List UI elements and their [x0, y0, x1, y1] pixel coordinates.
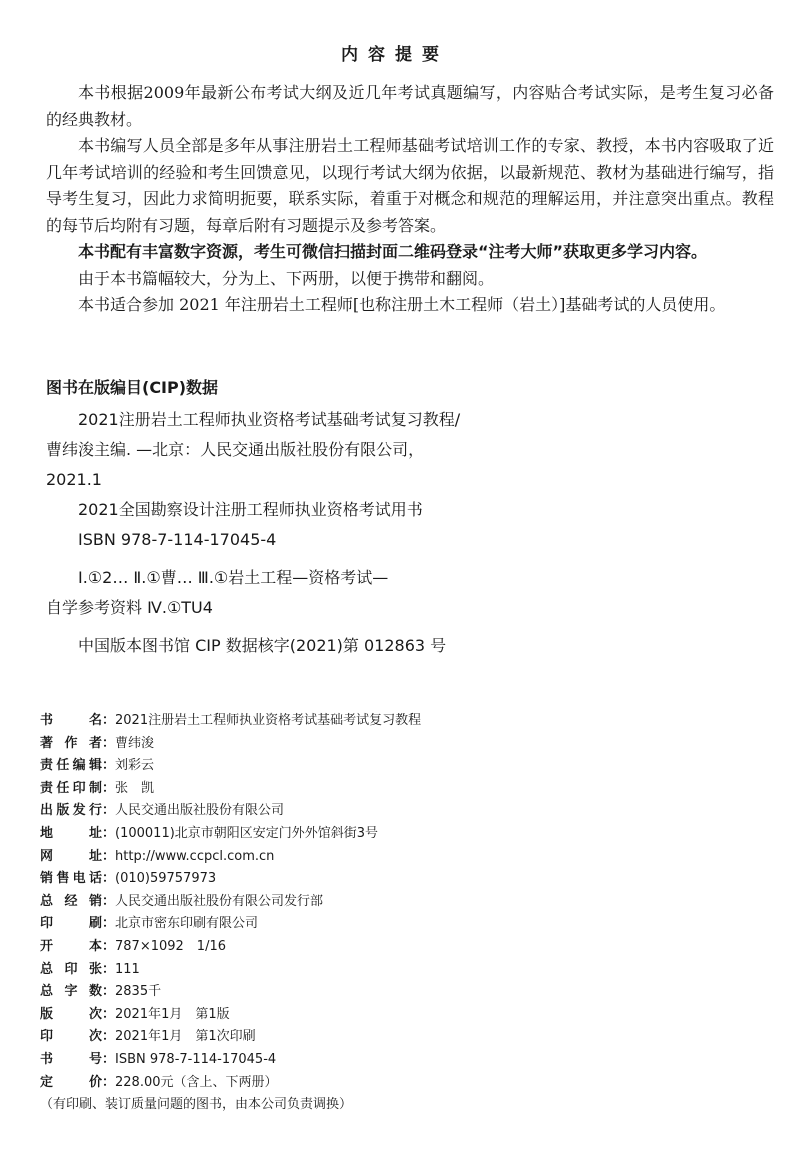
colophon-label [40, 778, 102, 801]
colophon-label-char: 总 [40, 961, 54, 977]
colophon-separator: ： [102, 1074, 116, 1090]
colophon-row [40, 846, 760, 869]
colophon-label-char: 书 [40, 713, 54, 728]
colophon-separator: ： [102, 825, 116, 841]
colophon-label [40, 823, 102, 846]
colophon-separator: ： [102, 984, 116, 1000]
colophon-value: 2021注册岩土工程师执业资格考试基础考试复习教程 [115, 713, 422, 728]
intro-paragraph: 本书根据2009年最新公布考试大纲及近几年考试真题编写，内容贴合考试实际，是考生复习必备的经典教材。 [46, 83, 774, 129]
colophon-label-char: 址 [88, 848, 102, 864]
colophon-label [40, 959, 102, 982]
colophon-label-char: 址 [88, 825, 102, 841]
colophon-label-char: 开 [40, 938, 54, 954]
colophon-separator: ： [102, 871, 116, 887]
colophon-label-char: 数 [88, 984, 102, 1000]
colophon-row [40, 981, 760, 1004]
colophon-label-char: 网 [40, 848, 54, 864]
colophon-value: 北京市密东印刷有限公司 [115, 916, 259, 932]
colophon-value: ISBN 978-7-114-17045-4 [115, 1051, 277, 1067]
colophon-separator: ： [102, 735, 116, 751]
colophon-row [40, 936, 760, 959]
colophon-label-char: 书 [40, 1051, 54, 1067]
colophon-label-char: 版 [40, 1006, 54, 1022]
colophon-label-char: 印 [72, 780, 86, 796]
colophon-label-char: 地 [40, 825, 54, 841]
colophon-value: 2835千 [115, 984, 162, 1000]
colophon-row [40, 1004, 760, 1027]
cip-line: 曹纬浚主编. —北京：人民交通出版社股份有限公司， [46, 440, 425, 459]
colophon-label-char: 作 [64, 735, 78, 751]
colophon-label-char: 任 [56, 758, 70, 774]
colophon-label-char: 著 [40, 735, 54, 751]
cip-heading: 图书在版编目(CIP)数据 [46, 378, 219, 397]
cip-line: 2021注册岩土工程师执业资格考试基础考试复习教程/ [78, 410, 461, 429]
colophon-label-char: 售 [56, 871, 70, 887]
page-title: 内容提要 [341, 45, 449, 65]
colophon-row [40, 733, 760, 756]
colophon-label [40, 1026, 102, 1049]
colophon-label [40, 981, 102, 1004]
colophon-label [40, 1049, 102, 1072]
colophon-label [40, 936, 102, 959]
colophon-value: http://www.ccpcl.com.cn [115, 848, 275, 864]
intro-section [46, 80, 774, 319]
colophon-separator: ： [102, 1029, 116, 1045]
colophon-value: (100011)北京市朝阳区安定门外外馆斜街3号 [115, 825, 379, 841]
colophon-row [40, 755, 760, 778]
colophon-row [40, 891, 760, 914]
colophon-separator: ： [102, 1051, 116, 1067]
colophon-label-char: 本 [88, 938, 102, 954]
colophon-value: 张 凯 [115, 780, 155, 796]
colophon-label-char: 刷 [88, 916, 102, 932]
colophon-label-char: 版 [56, 803, 70, 819]
colophon-separator: ： [102, 803, 116, 819]
colophon-label-char: 出 [40, 803, 54, 819]
colophon-label-char: 电 [72, 871, 86, 887]
colophon-separator: ： [102, 780, 116, 796]
colophon-row [40, 913, 760, 936]
colophon-label [40, 710, 102, 733]
colophon-value: 111 [115, 961, 140, 977]
colophon-label-char: 印 [40, 1029, 54, 1045]
colophon-label-char: 者 [88, 735, 102, 751]
colophon-separator: ： [102, 1006, 116, 1022]
colophon-label-char: 字 [64, 984, 78, 1000]
colophon-value: 人民交通出版社股份有限公司发行部 [115, 893, 324, 909]
colophon-value: 2021年1月 第1版 [115, 1006, 230, 1022]
colophon-label-char: 责 [40, 780, 54, 796]
colophon-label-char: 张 [88, 961, 102, 977]
colophon-label-char: 总 [40, 984, 54, 1000]
colophon-label [40, 868, 102, 891]
cip-line: 2021.1 [46, 470, 102, 489]
colophon-row [40, 959, 760, 982]
colophon-separator: ： [102, 961, 116, 977]
colophon-label-char: 行 [88, 803, 102, 819]
colophon-label-char: 制 [88, 780, 102, 796]
intro-paragraph: 本书编写人员全部是多年从事注册岩土工程师基础考试培训工作的专家、教授，本书内容吸取了近几年考试培训的经验和考生回馈意见，以现行考试大纲为依据，以最新规范、教材为基础进行编写，指导考生复习，因此力求简明扼要，联系实际，着重于对概念和规范的理解运用，并注意突出重点。教程的每节后均附有习题，每章后附有习题提示及参考答案。 [46, 136, 774, 235]
colophon-label [40, 846, 102, 869]
colophon-row [40, 1049, 760, 1072]
colophon-label-char: 责 [40, 758, 54, 774]
colophon-label [40, 733, 102, 756]
colophon-separator: ： [102, 848, 116, 864]
colophon-label-char: 次 [88, 1029, 102, 1045]
cip-line: 中国版本图书馆 CIP 数据核字(2021)第 012863 号 [78, 636, 447, 655]
colophon-row [40, 868, 760, 891]
colophon-label-char: 印 [40, 916, 54, 932]
colophon-row [40, 1026, 760, 1049]
colophon-row [40, 823, 760, 846]
colophon-label-char: 次 [88, 1006, 102, 1022]
colophon-label-char: 总 [40, 893, 54, 909]
colophon-label-char: 任 [56, 780, 70, 796]
colophon-value: 787×1092 1/16 [115, 938, 226, 954]
cip-line: Ⅰ.①2… Ⅱ.①曹… Ⅲ.①岩土工程—资格考试— [78, 568, 389, 587]
colophon-value: 刘彩云 [115, 758, 155, 774]
colophon-label-char: 销 [88, 893, 102, 909]
colophon-value: 2021年1月 第1次印刷 [115, 1029, 256, 1045]
intro-paragraph: 本书适合参加 2021 年注册岩土工程师[也称注册土木工程师（岩土）]基础考试的人员使用。 [78, 295, 726, 314]
colophon-separator: ： [102, 713, 116, 728]
colophon-label [40, 913, 102, 936]
colophon-value: 人民交通出版社股份有限公司 [115, 803, 285, 819]
colophon-separator: ： [102, 893, 116, 909]
colophon-value: (010)59757973 [115, 871, 217, 887]
quality-note: （有印刷、装订质量问题的图书，由本公司负责调换） [40, 1097, 353, 1113]
colophon-label-char: 定 [40, 1074, 54, 1090]
colophon-value: 228.00元（含上、下两册） [115, 1074, 278, 1090]
cip-line: 自学参考资料 Ⅳ.①TU4 [46, 598, 213, 617]
colophon-label-char: 发 [72, 803, 86, 819]
colophon-label [40, 1072, 102, 1095]
colophon-label-char: 价 [88, 1074, 102, 1090]
cip-block [46, 405, 746, 661]
colophon-label-char: 经 [64, 893, 78, 909]
colophon-label-char: 销 [40, 871, 54, 887]
colophon-label-char: 印 [64, 961, 78, 977]
intro-paragraph: 由于本书篇幅较大，分为上、下两册，以便于携带和翻阅。 [78, 268, 495, 288]
colophon-label-char: 名 [88, 713, 102, 728]
colophon-value: 曹纬浚 [115, 735, 155, 751]
colophon-separator: ： [102, 758, 116, 774]
colophon-row [40, 710, 760, 733]
cip-line: 2021全国勘察设计注册工程师执业资格考试用书 [78, 500, 423, 519]
colophon-label-char: 辑 [88, 758, 102, 774]
colophon-label [40, 755, 102, 778]
cip-line: ISBN 978-7-114-17045-4 [78, 530, 277, 549]
colophon-label [40, 800, 102, 823]
colophon-row [40, 1072, 760, 1095]
colophon-label-char: 话 [88, 871, 102, 887]
colophon-label-char: 编 [72, 758, 86, 774]
colophon-separator: ： [102, 938, 116, 954]
intro-paragraph-bold: 本书配有丰富数字资源，考生可微信扫描封面二维码登录“注考大师”获取更多学习内容。 [78, 242, 708, 261]
colophon-separator: ： [102, 916, 116, 932]
colophon-row [40, 778, 760, 801]
colophon-label [40, 1004, 102, 1027]
colophon-row [40, 800, 760, 823]
colophon-label [40, 891, 102, 914]
colophon-label-char: 号 [88, 1051, 102, 1067]
colophon [40, 710, 760, 1116]
